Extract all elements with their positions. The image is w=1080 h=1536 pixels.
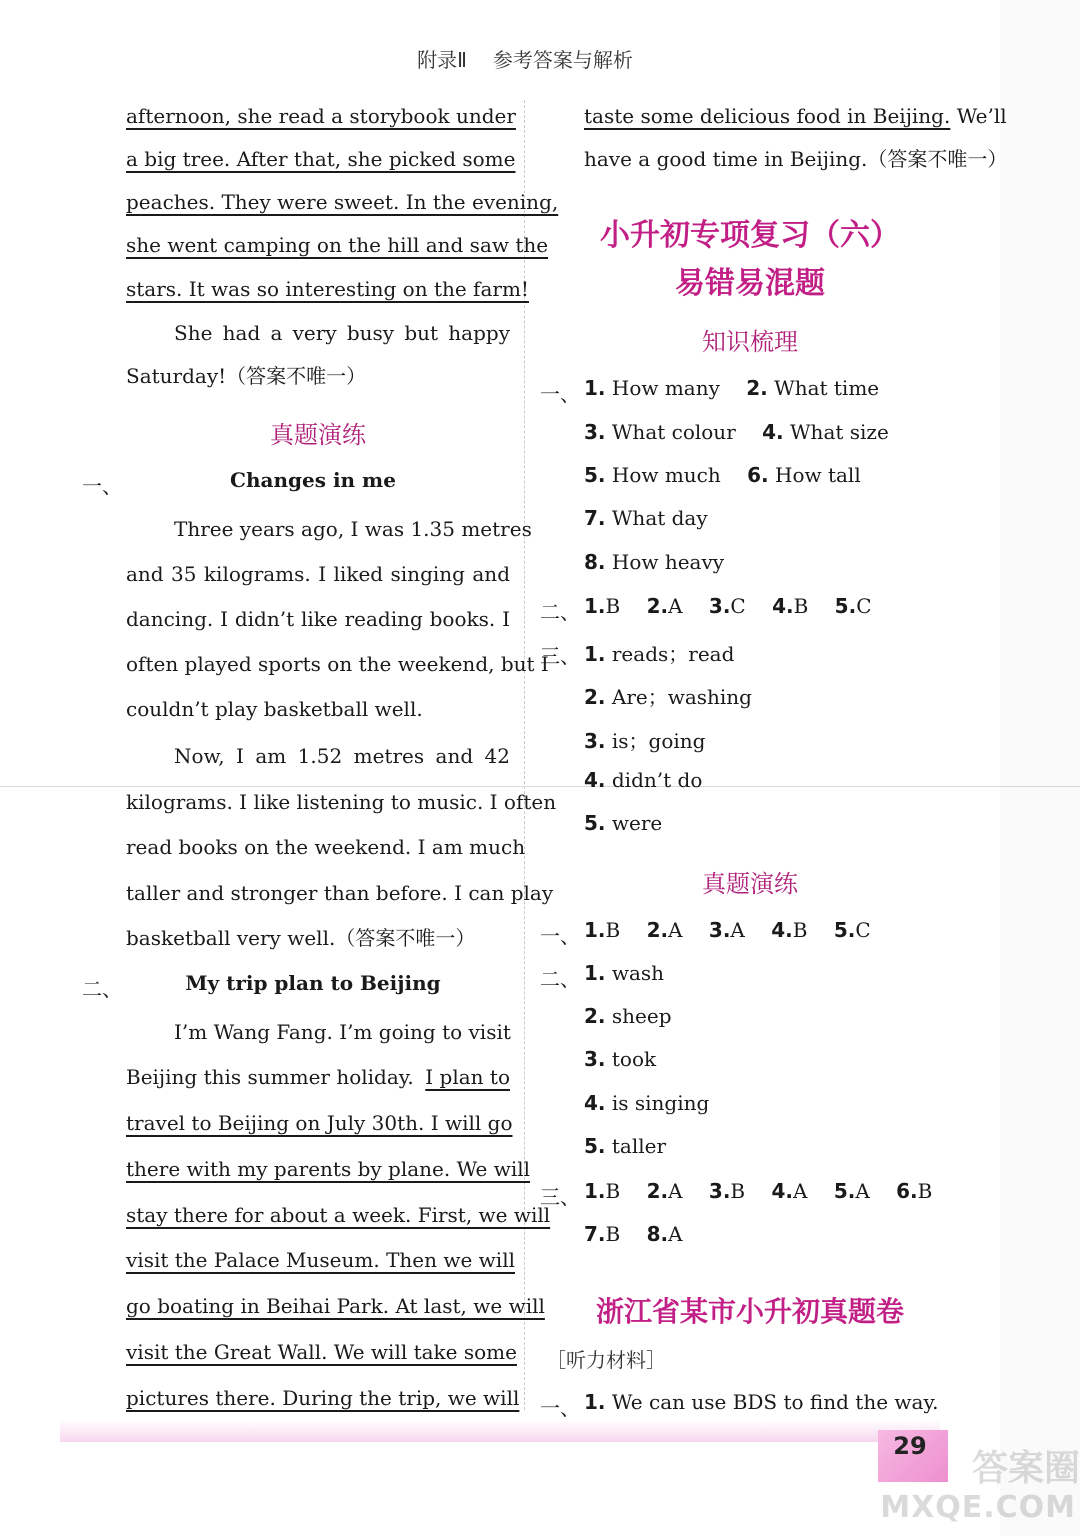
answer-text: A xyxy=(668,1179,683,1203)
answer-text: We can use BDS to find the way. xyxy=(611,1390,939,1414)
text-line: taller and stronger than before. I can play xyxy=(126,881,554,905)
text-span-underlined: taste some delicious food in Beijing. xyxy=(584,104,951,128)
answer-text: C xyxy=(856,594,872,618)
answer-text: What time xyxy=(774,376,880,400)
text-line: couldn’t play basketball well. xyxy=(126,697,423,721)
answer-index: 6. xyxy=(896,1179,918,1203)
answer-index: 4. xyxy=(584,768,606,792)
section-heading-zhenti: 真题演练 xyxy=(270,421,366,449)
section-number: 二、 xyxy=(540,967,580,991)
answer-row xyxy=(584,918,871,942)
answer-text: sheep xyxy=(611,1004,672,1028)
answer-text: didn’t do xyxy=(611,768,703,792)
answer-text: reads；read xyxy=(611,642,735,666)
page-number: 29 xyxy=(893,1432,927,1460)
answer-index: 3. xyxy=(584,1047,606,1071)
section-number: 一、 xyxy=(540,382,580,406)
answer-row xyxy=(584,1091,709,1115)
text-line xyxy=(584,102,1007,130)
text-line: pictures there. During the trip, we will xyxy=(126,1386,520,1410)
answer-text: B xyxy=(605,918,621,942)
answer-text: A xyxy=(668,918,683,942)
answer-index: 4. xyxy=(762,420,784,444)
question-number: 二、 xyxy=(82,977,122,1001)
answer-index: 2. xyxy=(584,685,606,709)
answer-index: 3. xyxy=(708,594,731,618)
text-line: often played sports on the weekend, but I xyxy=(126,652,549,676)
answer-index: 1. xyxy=(584,1390,606,1414)
answer-row xyxy=(584,1047,656,1071)
answer-text: How many xyxy=(611,376,720,400)
answer-index: 1. xyxy=(584,594,606,618)
header-right: 参考答案与解析 xyxy=(492,48,633,72)
text-line: visit the Great Wall. We will take some xyxy=(126,1340,517,1364)
answer-index: 6. xyxy=(747,463,769,487)
answer-text: were xyxy=(611,811,663,835)
answer-row xyxy=(584,550,724,574)
text-line: afternoon, she read a storybook under xyxy=(126,104,516,128)
text-line: stars. It was so interesting on the farm! xyxy=(126,277,529,301)
review-subtitle: 易错易混题 xyxy=(675,266,825,301)
answer-text: B xyxy=(730,1179,746,1203)
answer-index: 1. xyxy=(584,642,606,666)
text-line: Three years ago, I was 1.35 metres xyxy=(174,517,532,541)
answer-row xyxy=(584,420,889,444)
text-span: We’ll xyxy=(950,104,1007,128)
text-line: peaches. They were sweet. In the evening, xyxy=(126,190,559,214)
essay-title: My trip plan to Beijing xyxy=(185,971,441,995)
review-title: 小升初专项复习（六） xyxy=(600,218,900,253)
answer-row xyxy=(584,638,734,667)
text-line: Now, I am 1.52 metres and 42 xyxy=(174,744,510,768)
text-line: and 35 kilograms. I liked singing and xyxy=(126,562,510,586)
answer-index: 3. xyxy=(708,1179,731,1203)
answer-text: B xyxy=(605,1179,621,1203)
section-number: 三、 xyxy=(540,644,580,668)
answer-index: 8. xyxy=(646,1222,669,1246)
answer-index: 5. xyxy=(833,1179,856,1203)
answer-index: 3. xyxy=(708,918,731,942)
text-line: visit the Palace Museum. Then we will xyxy=(126,1248,515,1272)
text-line: stay there for about a week. First, we will xyxy=(126,1203,551,1227)
text-line: kilograms. I like listening to music. I often xyxy=(126,790,557,814)
footer-band xyxy=(60,1420,940,1442)
answer-text: B xyxy=(793,594,809,618)
text-line: read books on the weekend. I am much xyxy=(126,835,526,859)
answer-text: B xyxy=(605,594,621,618)
text-line: I’m Wang Fang. I’m going to visit xyxy=(174,1020,511,1044)
answer-index: 4. xyxy=(771,1179,793,1203)
text-line: there with my parents by plane. We will xyxy=(126,1157,531,1181)
section-heading-zhishi: 知识梳理 xyxy=(702,328,798,356)
answer-text: B xyxy=(605,1222,621,1246)
answer-row xyxy=(584,1004,672,1028)
answer-text: C xyxy=(730,594,746,618)
text-span-underlined: I plan to xyxy=(425,1065,510,1089)
answer-text: A xyxy=(730,918,745,942)
answer-text: How heavy xyxy=(611,550,725,574)
answer-text: What day xyxy=(611,506,708,530)
answer-index: 7. xyxy=(584,1222,606,1246)
answer-row xyxy=(584,681,752,710)
essay-title: Changes in me xyxy=(230,468,396,492)
answer-text: taller xyxy=(611,1134,667,1158)
answer-index: 4. xyxy=(771,918,793,942)
answer-row xyxy=(584,1390,938,1414)
text-line: she went camping on the hill and saw the xyxy=(126,233,549,257)
scan-crease xyxy=(0,786,1080,787)
answer-text: How tall xyxy=(775,463,861,487)
answer-row xyxy=(584,1222,683,1246)
answer-row xyxy=(584,961,664,985)
text-span: Beijing this summer holiday. xyxy=(126,1065,414,1089)
text-line: basketball very well.（答案不唯一） xyxy=(126,926,476,950)
answer-index: 1. xyxy=(584,1179,606,1203)
answer-index: 1. xyxy=(584,918,606,942)
answer-text: A xyxy=(668,1222,683,1246)
answer-text: A xyxy=(668,594,683,618)
section-number: 三、 xyxy=(540,1185,580,1209)
answer-index: 4. xyxy=(772,594,794,618)
listening-label: ［听力材料］ xyxy=(546,1348,666,1372)
answer-text: is singing xyxy=(611,1091,710,1115)
answer-index: 3. xyxy=(584,420,606,444)
answer-row xyxy=(584,1179,932,1203)
answer-text: How much xyxy=(611,463,721,487)
answer-index: 1. xyxy=(584,961,606,985)
answer-index: 7. xyxy=(584,506,606,530)
answer-index: 5. xyxy=(833,918,856,942)
answer-index: 2. xyxy=(646,918,669,942)
answer-index: 1. xyxy=(584,376,606,400)
section-number: 一、 xyxy=(540,924,580,948)
answer-index: 2. xyxy=(584,1004,606,1028)
section-number: 二、 xyxy=(540,600,580,624)
answer-text: took xyxy=(611,1047,657,1071)
answer-row xyxy=(584,594,872,618)
header-left: 附录Ⅱ xyxy=(417,48,467,72)
answer-index: 5. xyxy=(584,811,606,835)
watermark-url: MXQE.COM xyxy=(880,1490,1076,1525)
answer-text: A xyxy=(793,1179,808,1203)
answer-index: 2. xyxy=(646,594,669,618)
text-line xyxy=(126,1063,510,1091)
answer-index: 4. xyxy=(584,1091,606,1115)
answer-text: wash xyxy=(611,961,665,985)
answer-row xyxy=(584,376,879,400)
text-line: She had a very busy but happy xyxy=(174,321,510,345)
section-number: 一、 xyxy=(540,1396,580,1420)
answer-text: B xyxy=(792,918,808,942)
text-line: dancing. I didn’t like reading books. I xyxy=(126,607,510,631)
exam-title: 浙江省某市小升初真题卷 xyxy=(595,1295,904,1328)
answer-text: Are；washing xyxy=(611,685,752,709)
text-line: a big tree. After that, she picked some xyxy=(126,147,516,171)
answer-text: is；going xyxy=(611,729,706,753)
answer-text: B xyxy=(917,1179,933,1203)
answer-index: 8. xyxy=(584,550,606,574)
answer-text: What size xyxy=(790,420,889,444)
question-number: 一、 xyxy=(82,474,122,498)
answer-index: 5. xyxy=(834,594,857,618)
answer-index: 3. xyxy=(584,729,606,753)
answer-row xyxy=(584,506,708,530)
answer-row xyxy=(584,725,705,754)
section-heading-zhenti: 真题演练 xyxy=(702,870,798,898)
answer-row xyxy=(584,463,861,487)
answer-row xyxy=(584,811,662,835)
text-line: travel to Beijing on July 30th. I will go xyxy=(126,1111,513,1135)
answer-row xyxy=(584,768,702,792)
answer-index: 2. xyxy=(746,376,768,400)
answer-index: 5. xyxy=(584,1134,606,1158)
answer-row xyxy=(584,1134,666,1158)
answer-index: 2. xyxy=(646,1179,669,1203)
answer-text: What colour xyxy=(611,420,736,444)
text-line: Saturday!（答案不唯一） xyxy=(126,364,367,388)
page-edge-shade xyxy=(1000,0,1080,1536)
watermark-logo-text: 答案圈 xyxy=(971,1448,1080,1489)
answer-text: A xyxy=(855,1179,870,1203)
running-header xyxy=(0,44,1050,73)
answer-index: 5. xyxy=(584,463,606,487)
answer-text: C xyxy=(855,918,871,942)
text-line: go boating in Beihai Park. At last, we will xyxy=(126,1294,545,1318)
text-line: have a good time in Beijing.（答案不唯一） xyxy=(584,147,1008,171)
